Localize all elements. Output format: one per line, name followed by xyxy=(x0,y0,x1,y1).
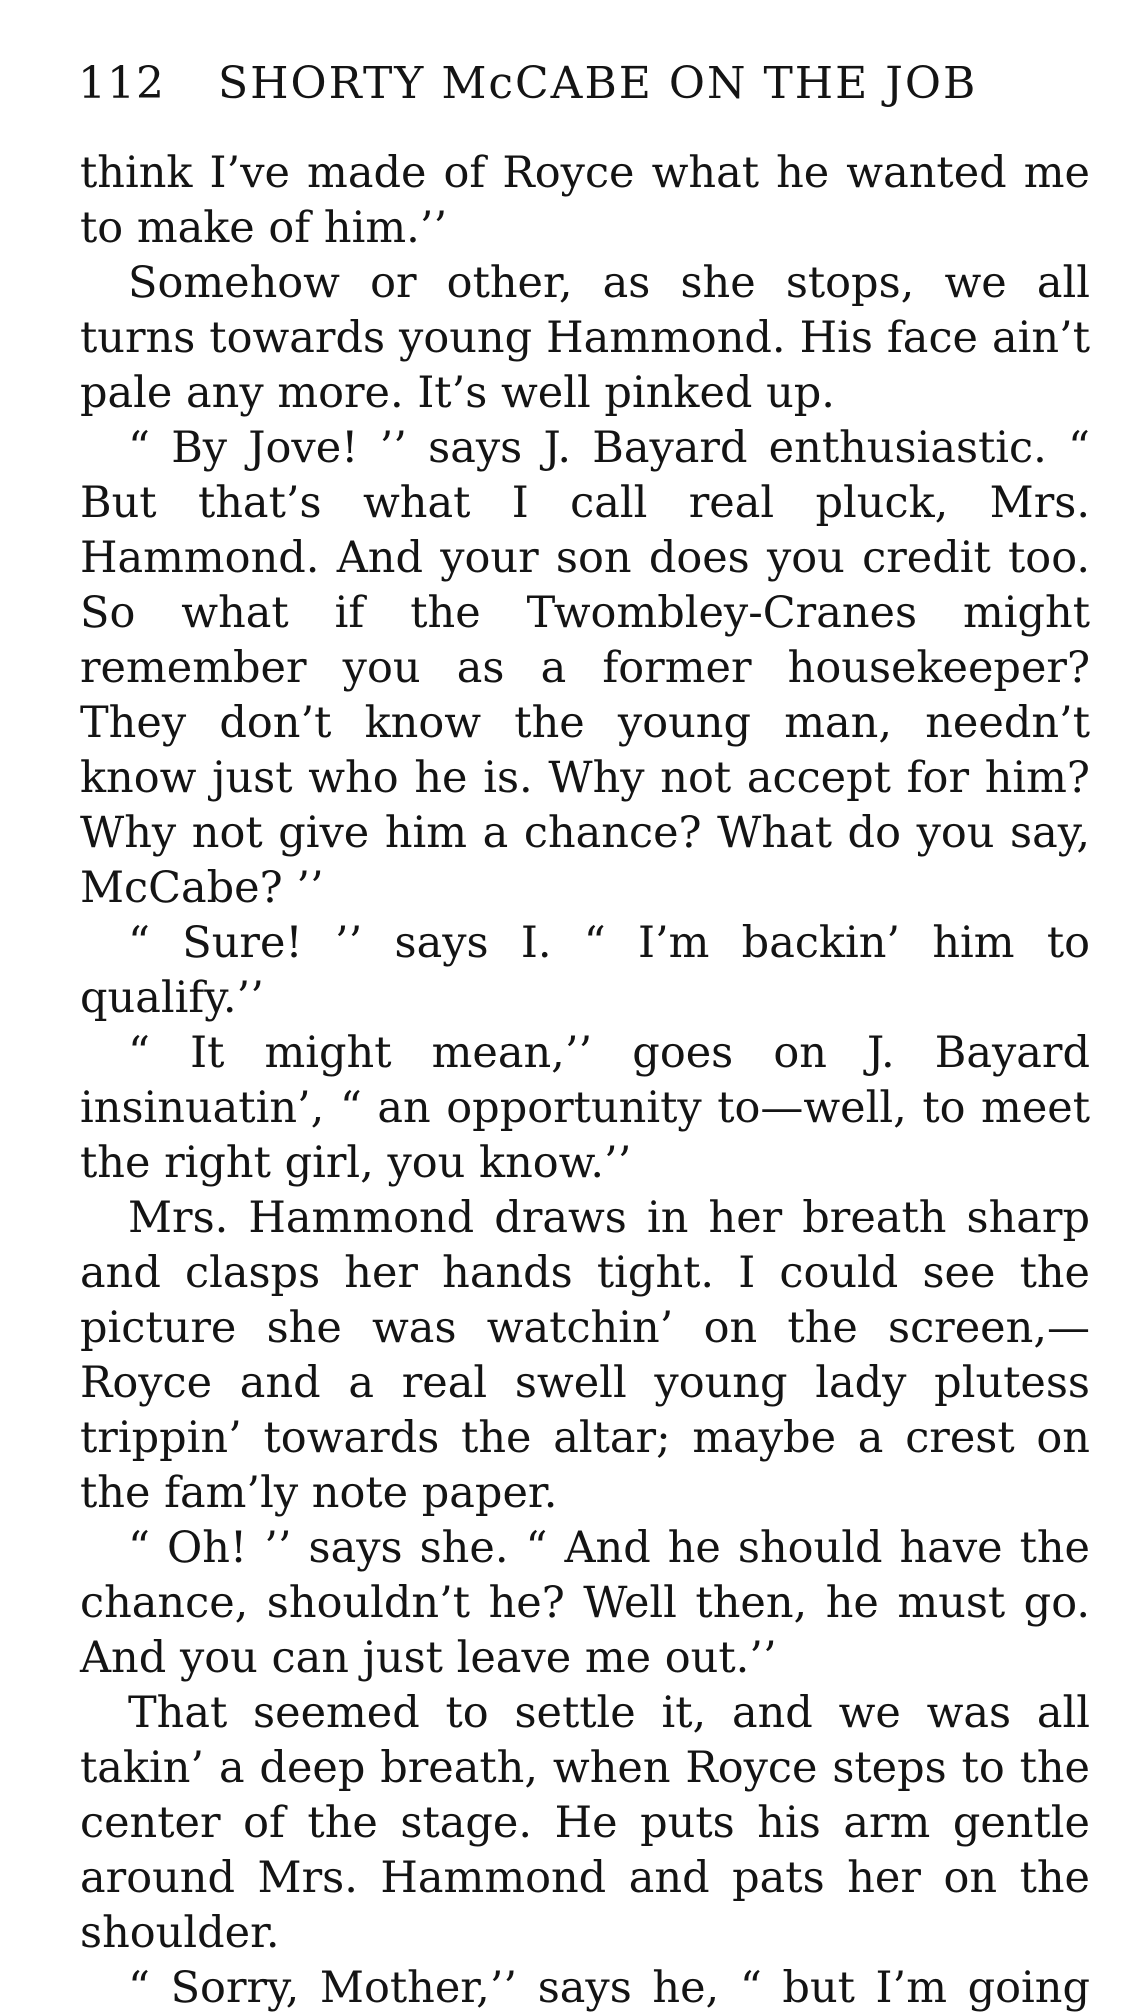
paragraph: “ It might mean,’’ goes on J. Bayard insinuatin’, “ an opportunity to—well, to meet the right girl, you know.’’ xyxy=(80,1028,1090,1188)
page-header xyxy=(78,58,1088,118)
paragraph: That seemed to settle it, and we was all takin’ a deep breath, when Royce steps to the center of the stage. He puts his arm gentle around Mrs. Hammond and pats her on the shoulder. xyxy=(80,1688,1090,1958)
paragraph: “ Oh! ’’ says she. “ And he should have the chance, shouldn’t he? Well then, he must go. And you can just leave me out.’’ xyxy=(80,1523,1090,1683)
body-text xyxy=(80,146,1090,2016)
paragraph: “ By Jove! ’’ says J. Bayard enthusiastic. “ But that’s what I call real pluck, Mrs. Hammond. And your son does you credit too. So what if the Twombley-Cranes might remember you as a former housekeeper? They don’t know the young man, needn’t know just who he is. Why not accept for him? Why not give him a chance? What do you say, McCabe? ’’ xyxy=(80,423,1090,913)
continued-paragraph-line: “ Sorry, Mother,’’ says he, “ but I’m going xyxy=(128,1963,1090,2013)
page-number: 112 xyxy=(78,58,165,109)
paragraph: Mrs. Hammond draws in her breath sharp and clasps her hands tight. I could see the picture she was watchin’ on the screen,—Royce and a real swell young lady plutess trippin’ towards the altar; maybe a crest on the fam’ly note paper. xyxy=(80,1193,1090,1518)
running-head: SHORTY McCABE ON THE JOB xyxy=(218,58,978,109)
paragraph: “ Sure! ’’ says I. “ I’m backin’ him to qualify.’’ xyxy=(80,918,1090,1023)
paragraph: think I’ve made of Royce what he wanted me to make of him.’’ xyxy=(80,148,1090,253)
paragraph: Somehow or other, as she stops, we all turns towards young Hammond. His face ain’t pale any more. It’s well pinked up. xyxy=(80,258,1090,418)
